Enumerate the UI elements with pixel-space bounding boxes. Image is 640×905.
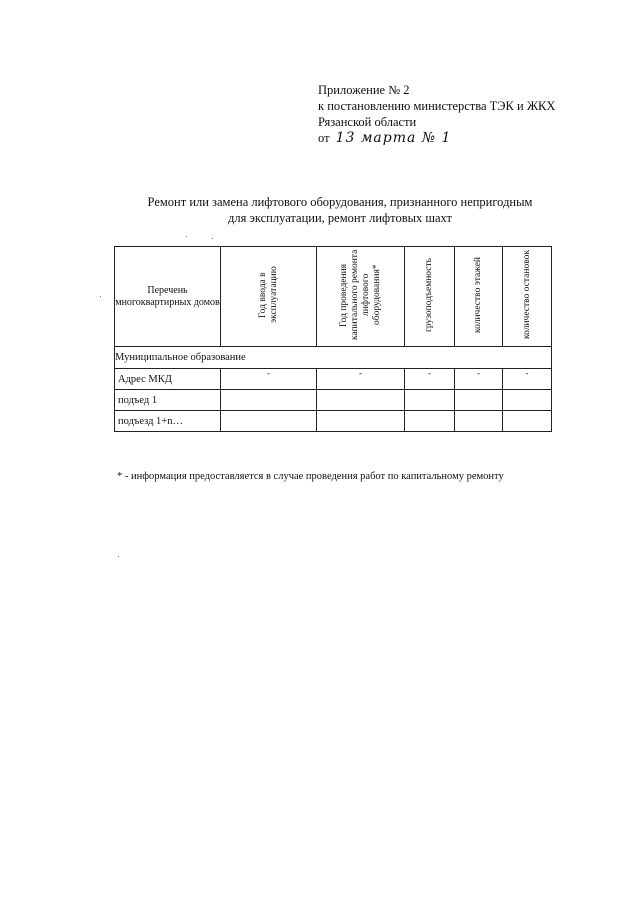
appendix-block <box>318 82 618 146</box>
header-year-capital-repair-text: Год проведения капитального ремонта лифтового оборудования* <box>338 249 382 341</box>
empty-cell <box>503 390 552 411</box>
header-capacity <box>405 247 455 347</box>
empty-cell <box>503 411 552 432</box>
date-prefix: от <box>318 131 330 145</box>
row-entrance-1-label: подъед 1 <box>115 390 221 411</box>
appendix-line-2: к постановлению министерства ТЭК и ЖКХ <box>318 99 556 113</box>
row-address-label: Адрес МКД <box>115 369 221 390</box>
row-municipality: Муниципальное образование <box>115 347 552 369</box>
header-year-commissioning-text: Год ввода в эксплуатацию <box>257 266 279 324</box>
header-house-list-text: Перечень многоквартирных домов <box>115 284 220 308</box>
cell-dash: - <box>317 369 405 390</box>
header-year-commissioning <box>221 247 317 347</box>
footnote: * - информация предоставляется в случае проведения работ по капитальному ремонту <box>117 471 504 482</box>
handwritten-date: 13 марта № 1 <box>335 130 452 146</box>
empty-cell <box>455 390 503 411</box>
title-line-1: Ремонт или замена лифтового оборудования, признанного непригодным <box>147 195 533 209</box>
appendix-line-3: Рязанской области <box>318 115 417 129</box>
scan-speck <box>118 556 119 557</box>
empty-cell <box>405 390 455 411</box>
lift-repair-table <box>114 246 552 432</box>
title-line-2: для эксплуатации, ремонт лифтовых шахт <box>228 211 452 225</box>
header-floors-text: количество этажей <box>473 256 483 334</box>
header-stops <box>503 247 552 347</box>
cell-dash: - <box>221 369 317 390</box>
header-stops-text: количество остановок <box>521 250 532 340</box>
empty-cell <box>317 390 405 411</box>
empty-cell <box>317 411 405 432</box>
row-entrance-n-label: подъезд 1+n… <box>115 411 221 432</box>
cell-dash: - <box>405 369 455 390</box>
empty-cell <box>221 411 317 432</box>
header-year-capital-repair <box>317 247 405 347</box>
scan-speck <box>212 238 213 239</box>
document-title <box>110 194 570 226</box>
appendix-line-1: Приложение № 2 <box>318 83 410 97</box>
cell-dash: - <box>503 369 552 390</box>
empty-cell <box>455 411 503 432</box>
header-house-list <box>115 247 221 347</box>
header-floors <box>455 247 503 347</box>
scan-speck <box>186 236 187 237</box>
cell-dash: - <box>455 369 503 390</box>
header-capacity-text: грузоподъемность <box>424 257 434 333</box>
empty-cell <box>221 390 317 411</box>
empty-cell <box>405 411 455 432</box>
scan-speck <box>100 296 101 297</box>
appendix-date-line <box>318 130 618 146</box>
